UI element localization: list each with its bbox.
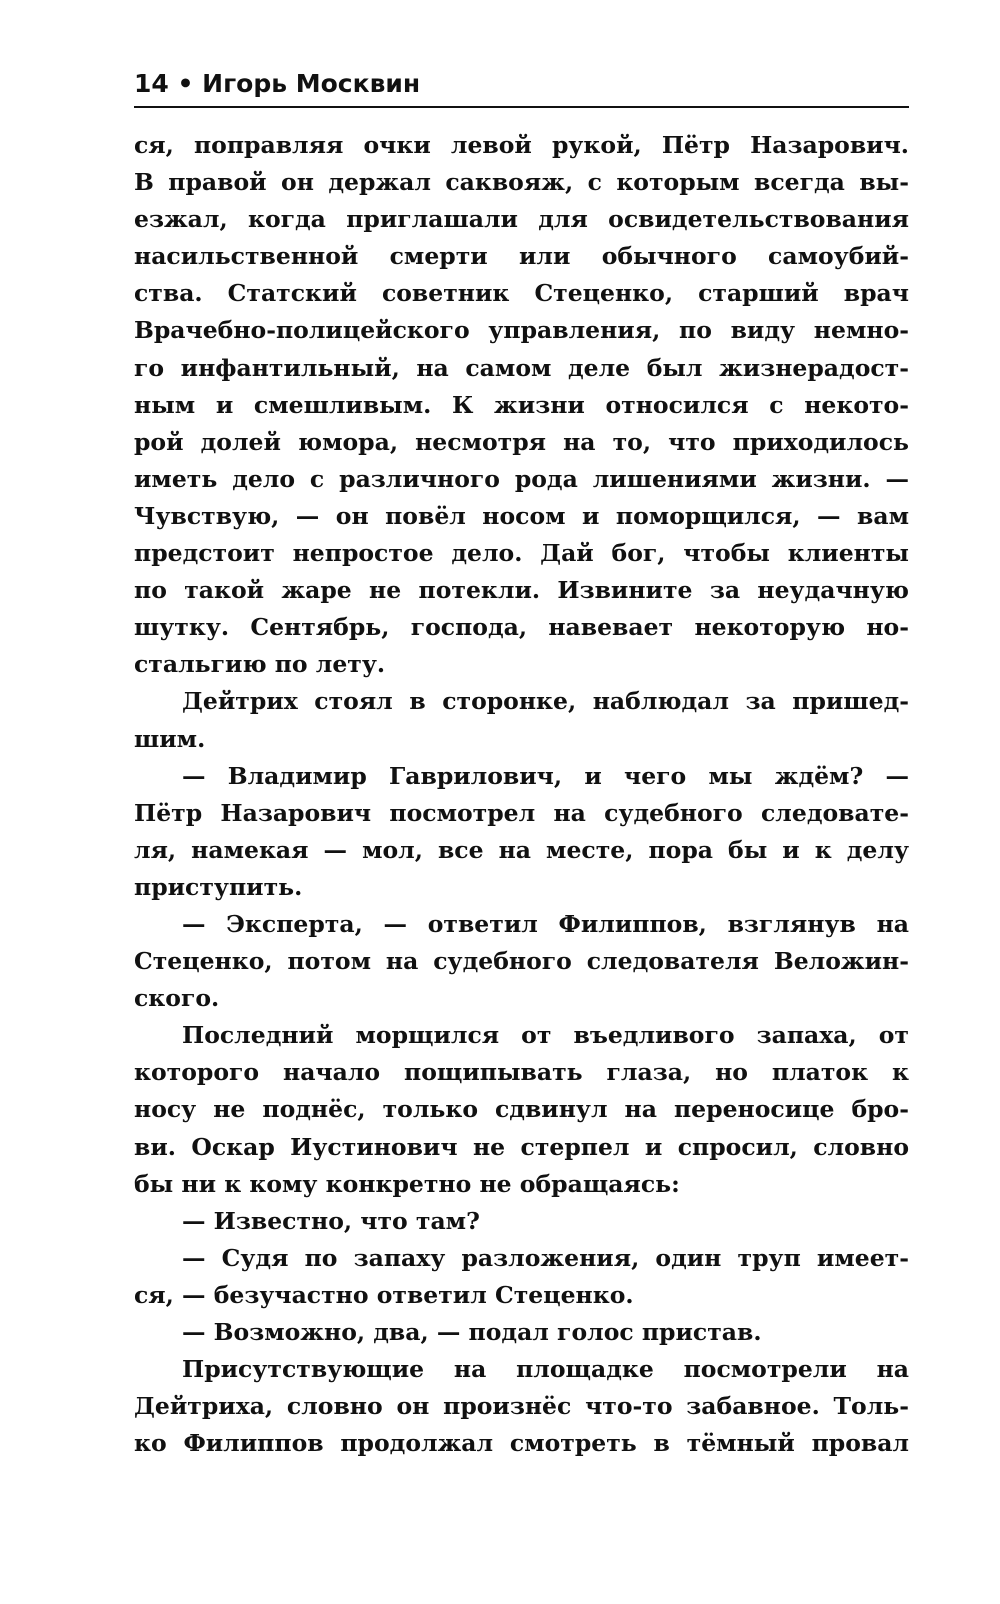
text-line: бы ни к кому конкретно не обращаясь:: [134, 1169, 680, 1198]
text-line: езжал, когда приглашали для освидетельствования: [134, 205, 909, 234]
text-line: шутку. Сентябрь, господа, навевает некоторую но-: [134, 613, 909, 642]
text-line: ным и смешливым. К жизни относился с некото-: [134, 390, 909, 419]
text-line: Врачебно-полицейского управления, по виду немно-: [134, 316, 909, 345]
text-line: иметь дело с различного рода лишениями жизни. —: [134, 464, 909, 493]
text-line: — Судя по запаху разложения, один труп имеет-: [182, 1243, 909, 1272]
text-line: ля, намекая — мол, все на месте, пора бы и к делу: [134, 835, 909, 864]
text-line: Последний морщился от въедливого запаха, от: [182, 1021, 909, 1050]
text-line: Чувствую, — он повёл носом и поморщился, — вам: [134, 501, 909, 530]
text-line: Стеценко, потом на судебного следователя Веложин-: [134, 947, 909, 976]
text-line: носу не поднёс, только сдвинул на переносице бро-: [134, 1095, 909, 1124]
text-line: ко Филиппов продолжал смотреть в тёмный провал: [134, 1429, 909, 1458]
page-body-text: [134, 127, 909, 1462]
text-line: предстоит непростое дело. Дай бог, чтобы клиенты: [134, 539, 909, 568]
text-line: ви. Оскар Иустинович не стерпел и спросил, словно: [134, 1132, 909, 1161]
text-line: стальгию по лету.: [134, 650, 386, 679]
text-line: по такой жаре не потекли. Извините за неудачную: [134, 576, 909, 605]
text-line: насильственной смерти или обычного самоубий-: [134, 242, 909, 271]
text-line: Дейтриха, словно он произнёс что-то забавное. Толь-: [134, 1392, 909, 1421]
text-line: — Владимир Гаврилович, и чего мы ждём? —: [182, 761, 909, 790]
header-divider: [134, 106, 909, 108]
running-header: 14 • Игорь Москвин: [134, 69, 421, 98]
text-line: Пётр Назарович посмотрел на судебного следовате-: [134, 798, 909, 827]
text-line: ся, — безучастно ответил Стеценко.: [134, 1280, 634, 1309]
text-line: ся, поправляя очки левой рукой, Пётр Назарович.: [134, 131, 909, 159]
text-line: ского.: [134, 984, 220, 1013]
text-line: ства. Статский советник Стеценко, старший врач: [134, 279, 909, 308]
text-line: го инфантильный, на самом деле был жизнерадост-: [134, 353, 909, 382]
text-line: — Эксперта, — ответил Филиппов, взглянув на: [182, 909, 909, 938]
text-line: Присутствующие на площадке посмотрели на: [182, 1355, 909, 1384]
text-line: приступить.: [134, 872, 303, 901]
text-line: которого начало пощипывать глаза, но платок к: [134, 1058, 909, 1087]
text-line: — Возможно, два, — подал голос пристав.: [182, 1318, 762, 1346]
text-line: — Известно, что там?: [182, 1206, 480, 1235]
text-line: шим.: [134, 724, 206, 753]
text-line: В правой он держал саквояж, с которым всегда вы-: [134, 168, 909, 197]
text-line: рой долей юмора, несмотря на то, что приходилось: [134, 427, 909, 456]
text-line: Дейтрих стоял в сторонке, наблюдал за пришед-: [182, 687, 909, 716]
